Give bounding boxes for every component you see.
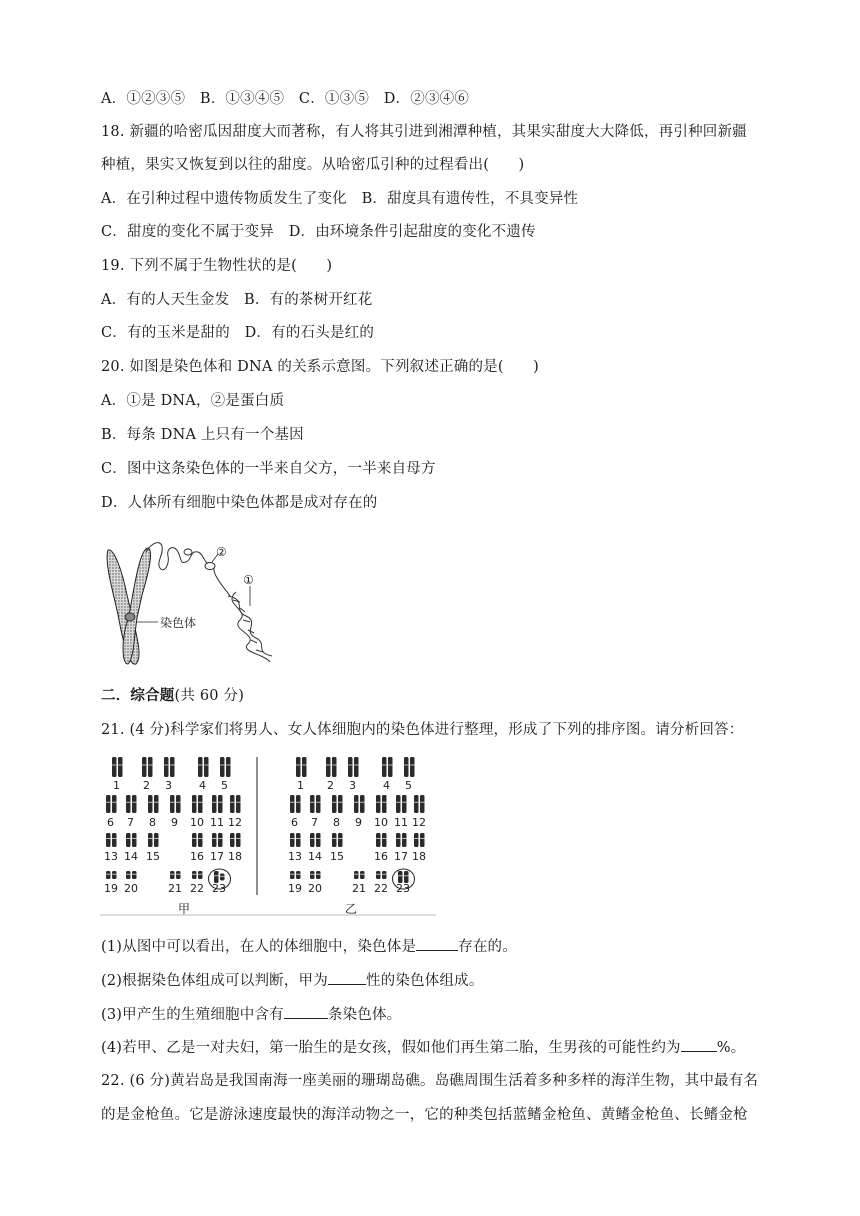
chromosome-label: 染色体 (160, 616, 197, 630)
q21-sub3-text-after: 条染色体。 (327, 1007, 402, 1023)
karyotype-number-18: 18 (412, 850, 426, 863)
karyotype-number-4: 4 (383, 779, 390, 792)
q21-sub3 (101, 1004, 401, 1025)
q21-sub4-text-before: (4)若甲、乙是一对夫妇，第一胎生的是女孩，假如他们再生第二胎，生男孩的可能性约为 (101, 1040, 681, 1056)
q20-option-c: C．图中这条染色体的一半来自父方，一半来自母方 (101, 461, 436, 477)
karyotype-number-12: 12 (412, 816, 426, 829)
karyotype-number-13: 13 (288, 850, 302, 863)
q19-options-cd: C．有的玉米是甜的 D．有的石头是红的 (101, 325, 375, 341)
karyotype-number-3: 3 (165, 779, 172, 792)
q21-stem: 21. (4 分)科学家们将男人、女人体细胞内的染色体进行整理，形成了下列的排序图。请分析回答： (101, 722, 744, 738)
q21-sub2 (101, 970, 484, 991)
chromosome-dna-figure (100, 540, 280, 670)
karyotype-number-21: 21 (352, 882, 366, 895)
marker-1: ① (243, 573, 254, 587)
karyotype-number-7: 7 (127, 816, 134, 829)
karyotype-number-16: 16 (190, 850, 204, 863)
karyotype-number-18: 18 (228, 850, 242, 863)
q18-stem-line1: 18. 新疆的哈密瓜因甜度大而著称，有人将其引进到湘潭种植，其果实甜度大大降低，再引种回新疆 (101, 124, 747, 140)
karyotype-number-5: 5 (221, 779, 228, 792)
karyotype-number-21: 21 (168, 882, 182, 895)
karyotype-number-1: 1 (113, 779, 120, 792)
karyotype-number-2: 2 (327, 779, 334, 792)
q21-sub4-text-after: %。 (716, 1040, 746, 1056)
q22-stem-line1: 22. (6 分)黄岩岛是我国南海一座美丽的珊瑚岛礁。岛礁周围生活着多种多样的海洋生物，其中最有名 (101, 1073, 759, 1089)
karyotype-number-9: 9 (171, 816, 178, 829)
q21-sub1-answer-blank[interactable] (416, 936, 458, 951)
karyotype-number-19: 19 (104, 882, 118, 895)
protein-bead-2 (205, 563, 215, 570)
q21-sub2-text-before: (2)根据染色体组成可以判断，甲为 (101, 973, 328, 989)
karyotype-number-15: 15 (146, 850, 160, 863)
karyotype-number-6: 6 (107, 816, 114, 829)
section2-score: (共 60 分) (174, 688, 245, 704)
karyotype-number-12: 12 (228, 816, 242, 829)
karyotype-number-13: 13 (104, 850, 118, 863)
karyotype-figure (100, 755, 436, 917)
karyotype-number-9: 9 (355, 816, 362, 829)
section2-title: 二．综合题 (101, 687, 175, 704)
q19-options-ab: A．有的人天生金发 B．有的茶树开红花 (101, 292, 373, 308)
karyotype-number-6: 6 (291, 816, 298, 829)
karyotype-number-20: 20 (308, 882, 322, 895)
q21-sub3-text-before: (3)甲产生的生殖细胞中含有 (101, 1007, 284, 1023)
karyotype-number-17: 17 (394, 850, 408, 863)
karyotype-number-15: 15 (330, 850, 344, 863)
karyotype-number-1: 1 (297, 779, 304, 792)
karyotype-number-14: 14 (308, 850, 322, 863)
q21-sub2-answer-blank[interactable] (328, 970, 366, 985)
karyotype-number-3: 3 (349, 779, 356, 792)
protein-bead-1 (184, 549, 192, 555)
karyotype-number-22: 22 (190, 882, 204, 895)
q17-options: A．①②③⑤ B．①③④⑤ C．①③⑤ D．②③④⑥ (101, 91, 470, 107)
q22-stem-line2: 的是金枪鱼。它是游泳速度最快的海洋动物之一，它的种类包括蓝鳍金枪鱼、黄鳍金枪鱼、长鳍金枪 (101, 1107, 748, 1123)
karyotype-number-23: 23 (212, 882, 226, 895)
karyotype-number-7: 7 (311, 816, 318, 829)
karyotype-number-17: 17 (210, 850, 224, 863)
karyotype-number-22: 22 (374, 882, 388, 895)
q18-options-ab: A．在引种过程中遗传物质发生了变化 B．甜度具有遗传性，不具变异性 (101, 191, 579, 207)
q21-sub3-answer-blank[interactable] (284, 1004, 328, 1019)
karyotype-number-8: 8 (333, 816, 340, 829)
karyotype-number-2: 2 (143, 779, 150, 792)
section2-heading (101, 686, 244, 706)
karyotype-number-5: 5 (405, 779, 412, 792)
karyotype-number-16: 16 (374, 850, 388, 863)
q18-options-cd: C．甜度的变化不属于变异 D．由环境条件引起甜度的变化不遗传 (101, 224, 536, 240)
q21-sub1-text-before: (1)从图中可以看出，在人的体细胞中，染色体是 (101, 939, 417, 955)
chromosome-shape (107, 548, 150, 664)
karyotype-number-23: 23 (396, 882, 410, 895)
q21-sub4 (101, 1037, 745, 1058)
q20-stem: 20. 如图是染色体和 DNA 的关系示意图。下列叙述正确的是( ) (101, 359, 539, 375)
q21-sub2-text-after: 性的染色体组成。 (365, 973, 484, 989)
karyotype-number-11: 11 (394, 816, 408, 829)
karyotype-number-8: 8 (149, 816, 156, 829)
karyotype-label-left: 甲 (178, 902, 191, 916)
q21-sub1-text-after: 存在的。 (458, 939, 517, 955)
karyotype-number-10: 10 (374, 816, 388, 829)
karyotype-number-10: 10 (190, 816, 204, 829)
q18-stem-line2: 种植，果实又恢复到以往的甜度。从哈密瓜引种的过程看出( ) (101, 157, 525, 173)
q20-option-a: A．①是 DNA，②是蛋白质 (101, 393, 285, 409)
karyotype-number-19: 19 (288, 882, 302, 895)
q20-option-d: D．人体所有细胞中染色体都是成对存在的 (101, 495, 378, 511)
karyotype-number-4: 4 (199, 779, 206, 792)
karyotype-number-14: 14 (124, 850, 138, 863)
karyotype-number-20: 20 (124, 882, 138, 895)
q19-stem: 19. 下列不属于生物性状的是( ) (101, 258, 333, 274)
karyotype-label-right: 乙 (345, 902, 358, 916)
marker-2: ② (216, 545, 227, 559)
q21-sub4-answer-blank[interactable] (681, 1037, 717, 1052)
q21-sub1 (101, 936, 517, 957)
q20-option-b: B．每条 DNA 上只有一个基因 (101, 427, 304, 443)
karyotype-number-11: 11 (210, 816, 224, 829)
